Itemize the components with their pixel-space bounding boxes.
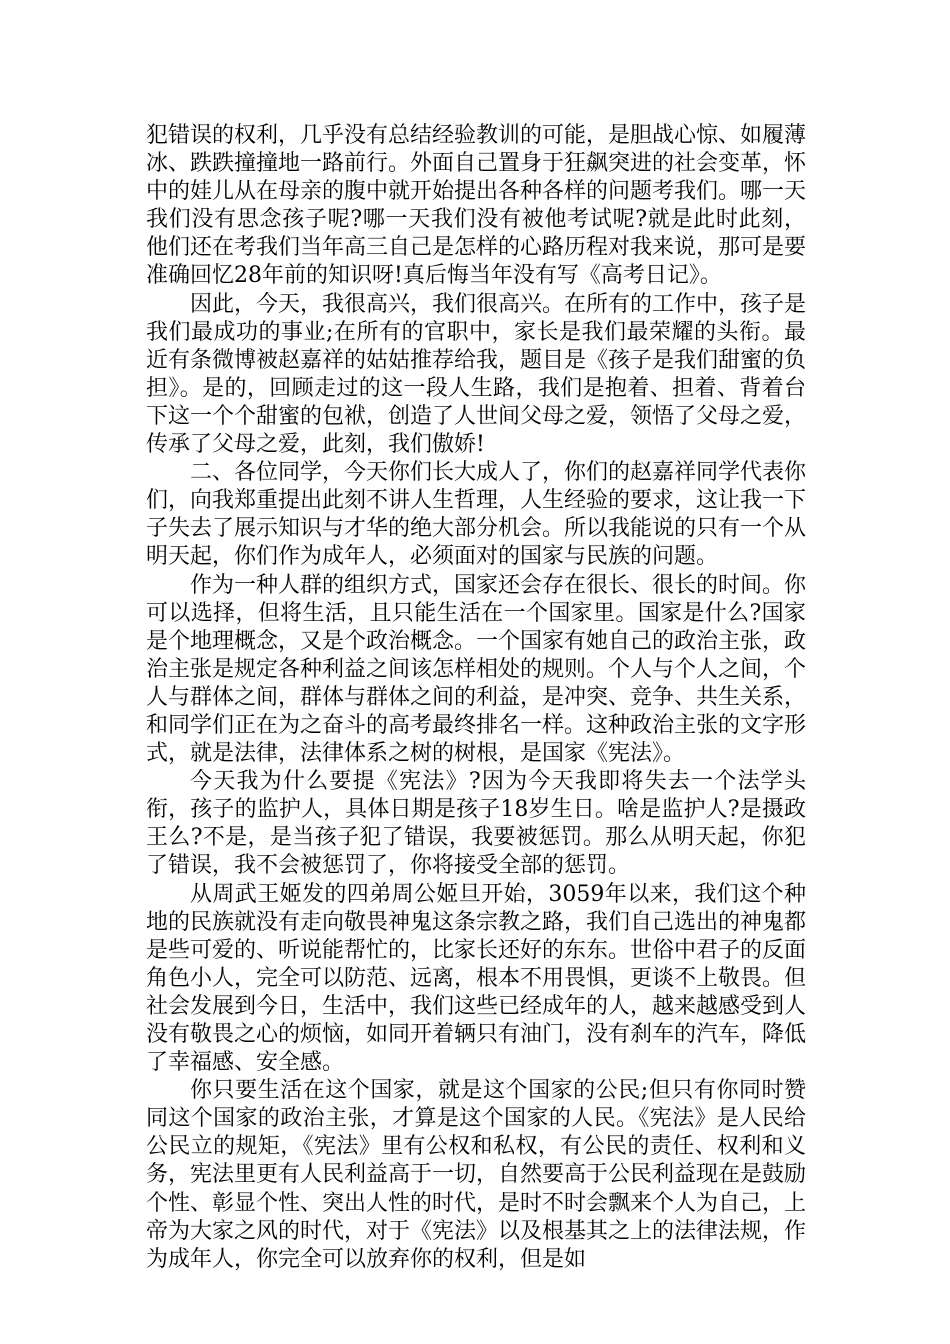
paragraph: 你只要生活在这个国家，就是这个国家的公民;但只有你同时赞同这个国家的政治主张，才算是这个国家的人民。《宪法》是人民给公民立的规矩，《宪法》里有公权和私权，有公民的责任、权利和义务，宪法里更有人民利益高于一切，自然要高于公民利益现在是鼓励个性、彰显个性、突出人性的时代，是时不时会飘来个人为自己，上帝为大家之风的时代，对于《宪法》以及根基其之上的法律法规，作为成年人，你完全可以放弃你的权利，但是如 <box>146 1078 807 1272</box>
paragraph-continued: 犯错误的权利，几乎没有总结经验教训的可能，是胆战心惊、如履薄冰、跌跌撞撞地一路前行。外面自己置身于狂飙突进的社会变革，怀中的娃儿从在母亲的腹中就开始提出各种各样的问题考我们。哪一天我们没有思念孩子呢?哪一天我们没有被他考试呢?就是此时此刻，他们还在考我们当年高三自己是怎样的心路历程对我来说，那可是要准确回忆28年前的知识呀!真后悔当年没有写《高考日记》。 <box>146 123 807 289</box>
paragraph: 从周武王姬发的四弟周公姬旦开始，3059年以来，我们这个种地的民族就没有走向敬畏神鬼这条宗教之路，我们自己选出的神鬼都是些可爱的、听说能帮忙的，比家长还好的东东。世俗中君子的反面角色小人，完全可以防范、远离，根本不用畏惧，更谈不上敬畏。但社会发展到今日，生活中，我们这些已经成年的人，越来越感受到人没有敬畏之心的烦恼，如同开着辆只有油门，没有刹车的汽车，降低了幸福感、安全感。 <box>146 881 807 1076</box>
paragraph: 因此，今天，我很高兴，我们很高兴。在所有的工作中，孩子是我们最成功的事业;在所有的官职中，家长是我们最荣耀的头衔。最近有条微博被赵嘉祥的姑姑推荐给我，题目是《孩子是我们甜蜜的负担》。是的，回顾走过的这一段人生路，我们是抱着、担着、背着台下这一个个甜蜜的包袱，创造了人世间父母之爱，领悟了父母之爱，传承了父母之爱，此刻，我们傲娇! <box>146 291 807 458</box>
paragraph: 二、各位同学，今天你们长大成人了，你们的赵嘉祥同学代表你们，向我郑重提出此刻不讲人生哲理，人生经验的要求，这让我一下子失去了展示知识与才华的绝大部分机会。所以我能说的只有一个从明天起，你们作为成年人，必须面对的国家与民族的问题。 <box>146 460 807 570</box>
document-page <box>146 122 806 1274</box>
paragraph: 今天我为什么要提《宪法》?因为今天我即将失去一个法学头衔，孩子的监护人，具体日期是孩子18岁生日。啥是监护人?是摄政王么?不是，是当孩子犯了错误，我要被惩罚。那么从明天起，你犯了错误，我不会被惩罚了，你将接受全部的惩罚。 <box>146 769 806 879</box>
paragraph: 作为一种人群的组织方式，国家还会存在很长、很长的时间。你可以选择，但将生活，且只能生活在一个国家里。国家是什么?国家是个地理概念，又是个政治概念。一个国家有她自己的政治主张，政治主张是规定各种利益之间该怎样相处的规则。个人与个人之间，个人与群体之间，群体与群体之间的利益，是冲突、竞争、共生关系，和同学们正在为之奋斗的高考最终排名一样。这种政治主张的文字形式，就是法律，法律体系之树的树根，是国家《宪法》。 <box>146 572 807 767</box>
